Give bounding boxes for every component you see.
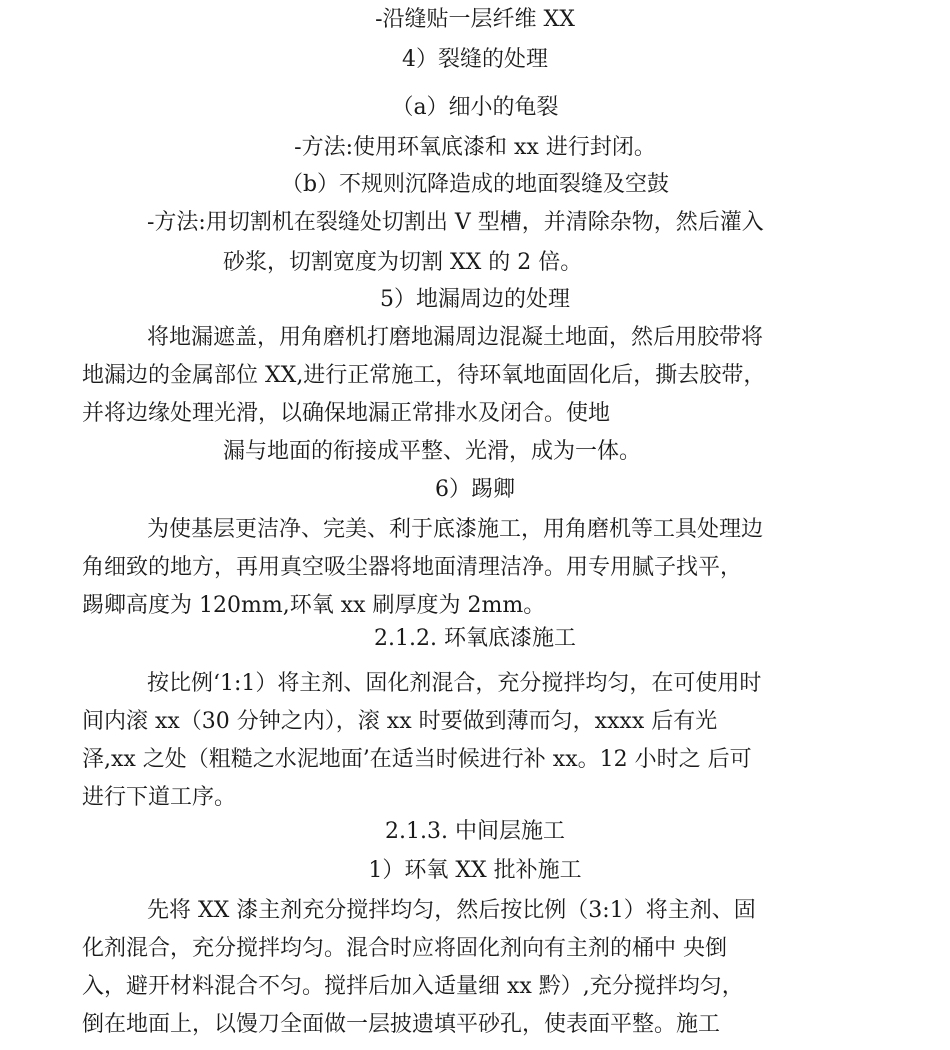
section-heading: 6）踢卿 [435, 477, 515, 502]
section-heading: 2.1.3. 中间层施工 [385, 819, 565, 844]
section-heading: 4）裂缝的处理 [402, 47, 548, 72]
paragraph-line: 角细致的地方，再用真空吸尘器将地面清理洁净。用专用腻子找平， [82, 555, 743, 580]
paragraph-line: 倒在地面上，以馒刀全面做一层披遗填平砂孔，使表面平整。施工 [82, 1012, 721, 1037]
text-line: -方法:使用环氧底漆和 xx 进行封闭。 [294, 135, 656, 160]
paragraph-line: 进行下道工序。 [82, 785, 237, 810]
paragraph-line: 间内滚 xx（30 分钟之内），滚 xx 时要做到薄而匀，xxxx 后有光 [82, 709, 718, 734]
sub-heading: （b）不规则沉降造成的地面裂缝及空鼓 [280, 172, 670, 197]
paragraph-line: 入，避开材料混合不匀。搅拌后加入适量细 xx 黔）,充分搅拌均匀， [82, 974, 744, 999]
text-line: -沿缝贴一层纤维 XX [375, 7, 575, 32]
paragraph-line: 并将边缘处理光滑，以确保地漏正常排水及闭合。使地 [82, 401, 611, 426]
paragraph-line: 地漏边的金属部位 XX,进行正常施工，待环氧地面固化后，撕去胶带， [82, 363, 766, 388]
paragraph-line: 踢卿高度为 120mm,环氧 xx 刷厚度为 2mm。 [82, 593, 546, 618]
paragraph-line: 将地漏遮盖，用角磨机打磨地漏周边混凝土地面，然后用胶带将 [147, 325, 764, 350]
paragraph-line: 化剂混合，充分搅拌均匀。混合时应将固化剂向有主剂的桶中 央倒 [82, 936, 727, 961]
paragraph-line: 按比例‘1:1）将主剂、固化剂混合，充分搅拌均匀，在可使用时 [147, 671, 762, 696]
section-heading: 1）环氧 XX 批补施工 [368, 858, 582, 883]
paragraph-line: 泽,xx 之处（粗糙之水泥地面’在适当时候进行补 xx。12 小时之 后可 [82, 747, 752, 772]
paragraph-line: 为使基层更洁净、完美、利于底漆施工，用角磨机等工具处理边 [147, 517, 764, 542]
section-heading: 2.1.2. 环氧底漆施工 [374, 626, 576, 651]
text-line: 砂浆，切割宽度为切割 XX 的 2 倍。 [223, 250, 583, 275]
paragraph-line: 先将 XX 漆主剂充分搅拌均匀，然后按比例（3:1）将主剂、固 [147, 898, 756, 923]
text-line: 漏与地面的衔接成平整、光滑，成为一体。 [223, 439, 642, 464]
sub-heading: （a）细小的龟裂 [391, 95, 559, 120]
section-heading: 5）地漏周边的处理 [380, 287, 570, 312]
text-line: -方法:用切割机在裂缝处切割出 V 型槽，并清除杂物，然后灌入 [147, 210, 764, 235]
